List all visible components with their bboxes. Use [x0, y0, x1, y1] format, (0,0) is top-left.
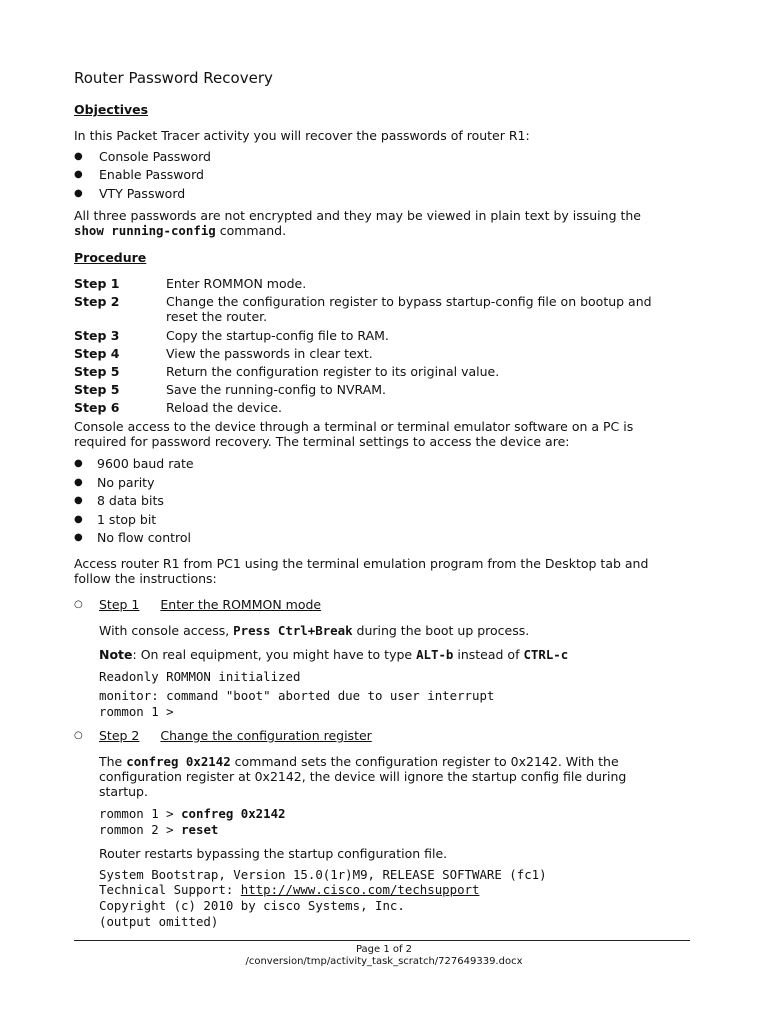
- objectives-note-line2: [74, 223, 286, 239]
- rommon-prompt: rommon 1 >: [99, 806, 182, 821]
- page-number: Page 1 of 2: [355, 944, 413, 955]
- console-output-line: monitor: command "boot" aborted due to user interrupt: [99, 688, 495, 703]
- bullet-icon: ●: [74, 477, 83, 488]
- circle-bullet-icon: ○: [74, 599, 83, 610]
- step2-paragraph-line3: startup.: [99, 784, 148, 799]
- step-text: Return the configuration register to its original value.: [166, 364, 500, 379]
- note-label: Note: [99, 647, 133, 662]
- step-label: Step 6: [74, 400, 120, 415]
- footer-divider: [74, 940, 690, 941]
- cisco-support-link[interactable]: http://www.cisco.com/techsupport: [240, 882, 480, 897]
- objectives-intro: In this Packet Tracer activity you will recover the passwords of router R1:: [74, 128, 530, 143]
- list-item: 8 data bits: [97, 493, 164, 508]
- step-label: Step 3: [74, 328, 120, 343]
- step1-text-pre: With console access,: [99, 623, 234, 638]
- console-output-line: Copyright (c) 2010 by cisco Systems, Inc.: [99, 898, 405, 913]
- step-text: Save the running-config to NVRAM.: [166, 382, 387, 397]
- objectives-note-line1: All three passwords are not encrypted and they may be viewed in plain text by issuing the: [74, 208, 641, 223]
- bullet-icon: ●: [74, 495, 83, 506]
- console-output-line: Readonly ROMMON initialized: [99, 669, 301, 684]
- bullet-icon: ●: [74, 188, 83, 199]
- console-command: reset: [181, 822, 219, 837]
- list-item: Console Password: [99, 149, 211, 164]
- ctrl-c-key: CTRL-c: [523, 647, 569, 662]
- list-item: 1 stop bit: [97, 512, 157, 527]
- step2-text-post: command sets the configuration register to 0x2142. With the: [230, 754, 619, 769]
- show-running-config-command: show running-config: [74, 223, 216, 238]
- step2-title: Change the configuration register: [160, 728, 372, 743]
- console-paragraph-line2: required for password recovery. The terminal settings to access the device are:: [74, 434, 570, 449]
- list-item: No flow control: [97, 530, 192, 545]
- note-text-pre: : On real equipment, you might have to type: [132, 647, 417, 662]
- console-command: confreg 0x2142: [181, 806, 286, 821]
- step-text: Reload the device.: [166, 400, 283, 415]
- step-text-continued: reset the router.: [166, 309, 268, 324]
- step-label: Step 4: [74, 346, 120, 361]
- step-label: Step 5: [74, 382, 120, 397]
- access-paragraph-line2: follow the instructions:: [74, 571, 217, 586]
- step1-text-post: during the boot up process.: [352, 623, 530, 638]
- console-output-line: rommon 1 >: [99, 704, 174, 719]
- step-label: Step 1: [74, 276, 120, 291]
- step2-paragraph-line1: [99, 754, 619, 770]
- step-text: View the passwords in clear text.: [166, 346, 373, 361]
- step2-label: Step 2: [99, 728, 140, 743]
- procedure-heading: Procedure: [74, 250, 147, 265]
- page-title: Router Password Recovery: [74, 69, 273, 87]
- console-command-line: [99, 806, 286, 822]
- step2-text-pre: The: [99, 754, 127, 769]
- step-text: Enter ROMMON mode.: [166, 276, 307, 291]
- step-text: Copy the startup-config file to RAM.: [166, 328, 389, 343]
- step1-paragraph: [99, 623, 529, 639]
- console-paragraph-line1: Console access to the device through a terminal or terminal emulator software on a PC is: [74, 419, 634, 434]
- restart-paragraph: Router restarts bypassing the startup configuration file.: [99, 846, 448, 861]
- console-output-line: (output omitted): [99, 914, 219, 929]
- step-label: Step 2: [74, 294, 120, 309]
- objectives-heading: Objectives: [74, 102, 149, 117]
- console-command-line: [99, 822, 218, 838]
- step1-title: Enter the ROMMON mode: [160, 597, 322, 612]
- confreg-command: confreg 0x2142: [126, 754, 231, 769]
- step-text: Change the configuration register to bypass startup-config file on bootup and: [166, 294, 652, 309]
- circle-bullet-icon: ○: [74, 730, 83, 741]
- alt-b-key: ALT-b: [416, 647, 454, 662]
- console-output-line: System Bootstrap, Version 15.0(1r)M9, RELEASE SOFTWARE (fc1): [99, 867, 547, 882]
- list-item: VTY Password: [99, 186, 186, 201]
- bullet-icon: ●: [74, 151, 83, 162]
- bullet-icon: ●: [74, 458, 83, 469]
- bullet-icon: ●: [74, 532, 83, 543]
- list-item: Enable Password: [99, 167, 204, 182]
- list-item: No parity: [97, 475, 155, 490]
- bullet-icon: ●: [74, 169, 83, 180]
- step1-note: [99, 647, 568, 663]
- rommon-prompt: rommon 2 >: [99, 822, 182, 837]
- step1-heading: [99, 597, 321, 612]
- list-item: 9600 baud rate: [97, 456, 194, 471]
- support-label: Technical Support:: [99, 882, 241, 897]
- step1-label: Step 1: [99, 597, 140, 612]
- note-text-mid: instead of: [453, 647, 524, 662]
- access-paragraph-line1: Access router R1 from PC1 using the terminal emulation program from the Desktop tab and: [74, 556, 649, 571]
- step2-heading: [99, 728, 372, 743]
- step2-paragraph-line2: configuration register at 0x2142, the device will ignore the startup config file during: [99, 769, 627, 784]
- bullet-icon: ●: [74, 514, 83, 525]
- step-label: Step 5: [74, 364, 120, 379]
- file-path: /conversion/tmp/activity_task_scratch/727649339.docx: [245, 956, 523, 967]
- ctrl-break-keys: Press Ctrl+Break: [233, 623, 353, 638]
- objectives-note-tail: command.: [215, 223, 287, 238]
- console-output-line: [99, 882, 479, 898]
